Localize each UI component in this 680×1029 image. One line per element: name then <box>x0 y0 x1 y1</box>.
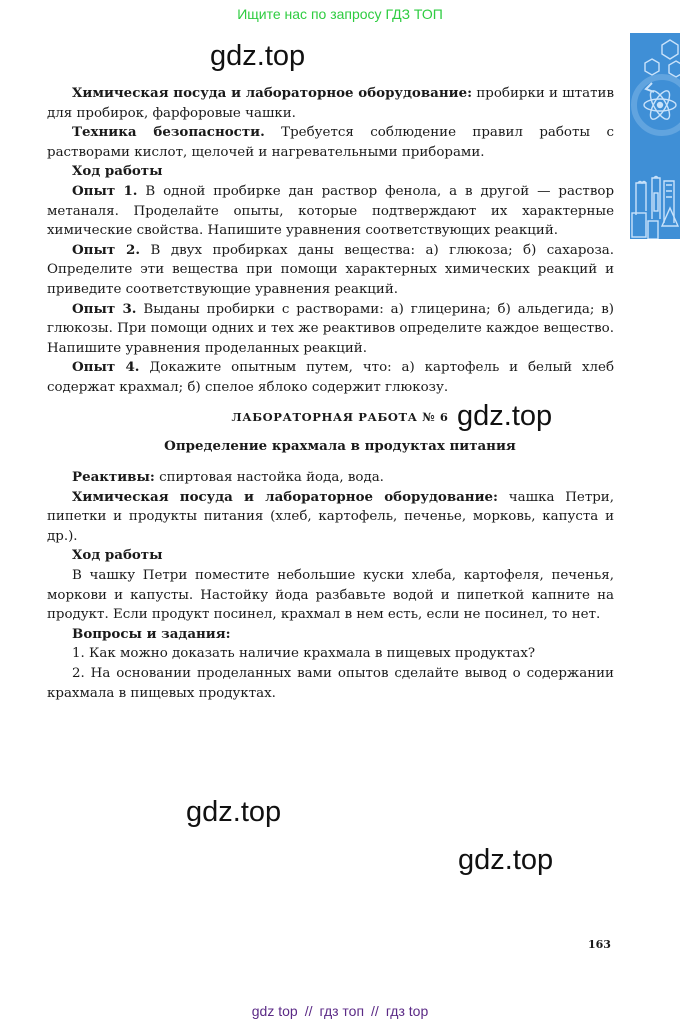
equipment-text: пробирки и штатив для пробирок, фарфоровые чашки. <box>47 86 614 121</box>
experiment-text: В двух пробирках даны вещества: а) глюкоза; б) сахароза. Определите эти вещества при помощи характерных химических реакций и приведите соответствующие уравнения реакций. <box>47 242 615 297</box>
experiment-2 <box>47 241 614 300</box>
safety-text: Требуется соблюдение правил работы с растворами кислот, щелочей и нагревательными приборами. <box>47 125 615 160</box>
questions-heading-text: Вопросы и задания: <box>72 625 231 642</box>
footer-separator: // <box>371 1003 379 1019</box>
lab-work-title: ЛАБОРАТОРНАЯ РАБОТА № 6 <box>231 410 449 424</box>
equipment-paragraph <box>47 84 614 123</box>
chemistry-illustration-icon <box>630 33 680 239</box>
footer-link-gdz-top[interactable]: gdz top <box>251 1003 298 1019</box>
watermark: gdz.top <box>186 796 282 828</box>
experiment-1 <box>47 182 614 241</box>
watermark: gdz.top <box>457 400 553 432</box>
footer-link-gdz-top-cyrillic[interactable]: гдз топ <box>319 1003 365 1019</box>
reagents-label: Реактивы: <box>72 469 155 485</box>
question-1: 1. Как можно доказать наличие крахмала в пищевых продуктах? <box>72 646 536 662</box>
safety-paragraph <box>47 123 614 162</box>
equipment-paragraph <box>47 488 614 547</box>
procedure-heading <box>47 546 614 566</box>
experiment-text: Выданы пробирки с растворами: а) глицерина; б) альдегида; в) глюкозы. При помощи одних и тех же реактивов определите каждое вещество. Напишите уравнения проделанных реакций. <box>47 301 614 356</box>
equipment-label: Химическая посуда и лабораторное оборудование: <box>72 488 498 505</box>
questions-heading <box>47 625 614 645</box>
experiment-3 <box>47 300 614 359</box>
watermark: gdz.top <box>210 40 306 72</box>
equipment-text: чашка Петри, пипетки и продукты питания (хлеб, картофель, печенье, морковь, капуста и др.). <box>47 489 614 544</box>
procedure-paragraph: В чашку Петри поместите небольшие куски хлеба, картофеля, печенья, моркови и капусты. Настойку йода разбавьте водой и пипеткой капните на продукт. Если продукт посинел, крахмал в нем есть, если не посинел, то нет. <box>47 567 614 623</box>
equipment-label: Химическая посуда и лабораторное оборудование: <box>72 85 473 101</box>
experiment-text: Докажите опытным путем, что: а) картофель и белый хлеб содержат крахмал; б) спелое яблоко содержит глюкозу. <box>47 360 615 395</box>
experiment-4 <box>47 358 614 397</box>
page-number: 163 <box>588 938 611 951</box>
section-equipment-and-safety <box>47 84 614 398</box>
lab-work-subtitle: Определение крахмала в продуктах питания <box>164 438 516 454</box>
search-banner-link[interactable]: Ищите нас по запросу ГДЗ ТОП <box>237 6 443 22</box>
watermark: gdz.top <box>458 844 554 876</box>
question-2: 2. На основании проделанных вами опытов сделайте вывод о содержании крахмала в пищевых продуктах. <box>47 665 614 701</box>
procedure-heading <box>47 162 614 182</box>
footer-link-gdz-top-mixed[interactable]: гдз top <box>385 1003 429 1019</box>
reagents-paragraph <box>47 468 614 488</box>
procedure-heading-text: Ход работы <box>72 163 163 180</box>
experiment-label: Опыт 4. <box>72 359 140 376</box>
section-lab-6 <box>47 468 614 703</box>
footer-separator: // <box>304 1003 313 1019</box>
experiment-text: В одной пробирке дан раствор фенола, а в другой — раствор метаналя. Проделайте опыты, которые подтверждают их характерные химические свойства. Напишите уравнения соответствующих реакций. <box>47 183 615 239</box>
reagents-text: спиртовая настойка йода, вода. <box>154 470 384 485</box>
experiment-label: Опыт 2. <box>72 241 141 258</box>
experiment-label: Опыт 3. <box>72 300 137 317</box>
procedure-heading-text: Ход работы <box>72 547 163 564</box>
chemistry-side-decoration <box>630 33 680 239</box>
footer-links <box>0 1003 680 1019</box>
experiment-label: Опыт 1. <box>72 182 138 199</box>
safety-label: Техника безопасности. <box>72 124 265 141</box>
